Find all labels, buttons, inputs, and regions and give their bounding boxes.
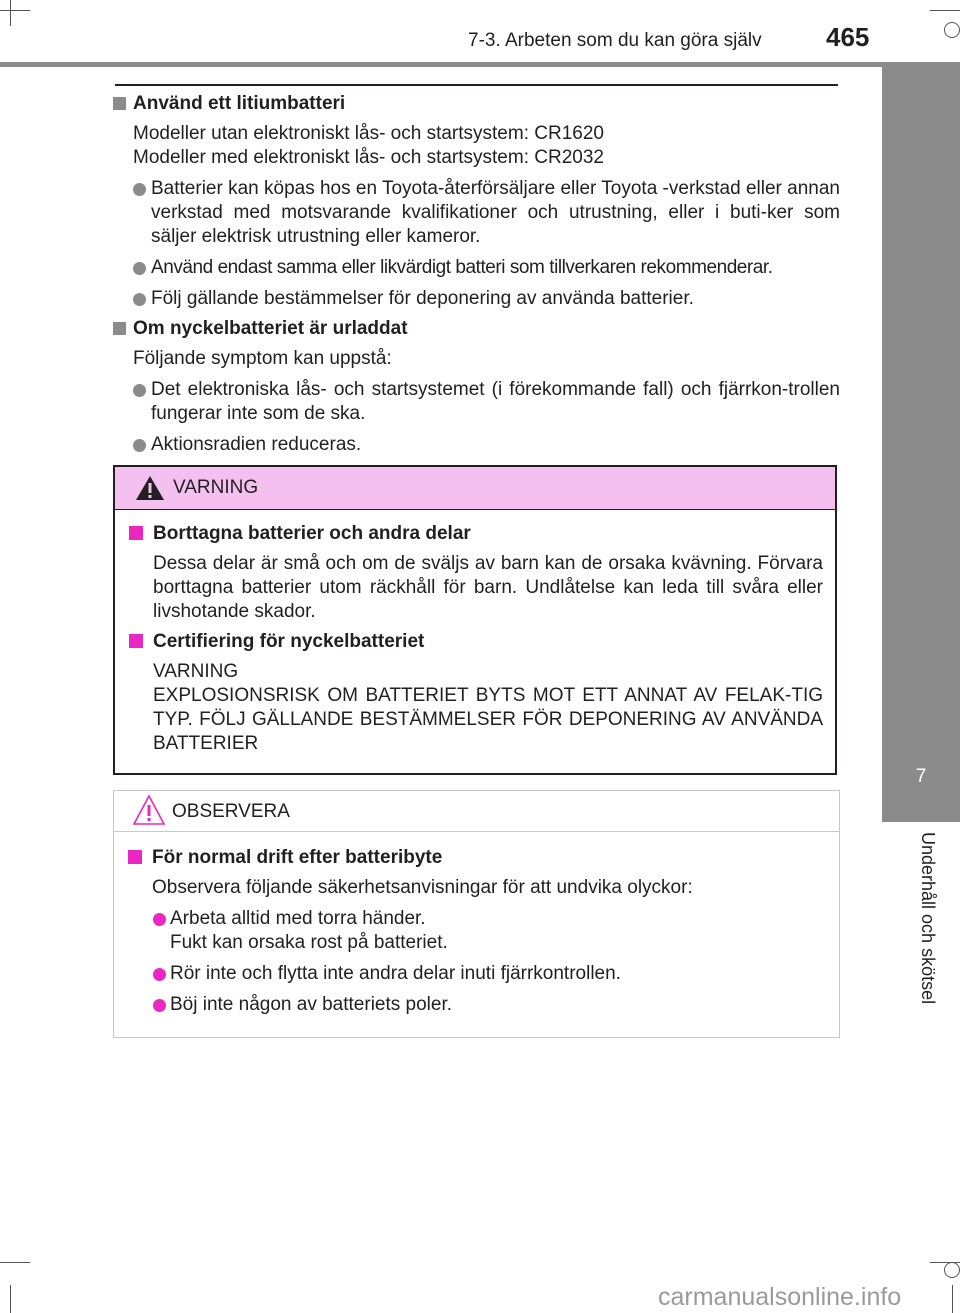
- round-bullet-icon: [153, 968, 166, 981]
- round-bullet-icon: [133, 293, 146, 306]
- round-bullet-icon: [133, 262, 146, 275]
- warning-item-heading: Certifiering för nyckelbatteriet: [127, 630, 823, 654]
- registration-mark: [944, 22, 960, 38]
- list-item: Batterier kan köpas hos en Toyota-återförsäljare eller Toyota -verkstad eller annan verkstad med motsvarande kvalifikationer och utrustning, eller i buti-ker som säljer elektrisk utrustning eller kameror.: [113, 177, 840, 249]
- paragraph: Följande symptom kan uppstå:: [133, 348, 392, 369]
- square-bullet-icon: [129, 526, 143, 540]
- round-bullet-icon: [133, 439, 146, 452]
- registration-mark: [944, 1262, 960, 1278]
- square-bullet-icon: [129, 634, 143, 648]
- model-line: Modeller med elektroniskt lås- och startsystem: CR2032: [133, 147, 604, 168]
- chapter-label: Underhåll och skötsel: [918, 832, 938, 1005]
- warning-triangle-icon: [135, 475, 165, 501]
- square-bullet-icon: [113, 322, 126, 335]
- section-rule: [115, 84, 838, 86]
- notice-heading: För normal drift efter batteribyte: [126, 846, 827, 870]
- square-bullet-icon: [113, 97, 126, 110]
- header-band: [0, 62, 960, 67]
- round-bullet-icon: [133, 183, 146, 196]
- round-bullet-icon: [153, 913, 166, 926]
- list-item: Rör inte och flytta inte andra delar inuti fjärrkontrollen.: [126, 962, 827, 986]
- notice-box: [113, 790, 840, 1038]
- section-title: 7-3. Arbeten som du kan göra själv: [468, 30, 762, 51]
- chapter-tab: [882, 67, 960, 822]
- warning-item-text: EXPLOSIONSRISK OM BATTERIET BYTS MOT ETT ANNAT AV FELAK-TIG TYP. FÖLJ GÄLLANDE BESTÄMMELSER FÖR DEPONERING AV ANVÄNDA BATTERIER: [153, 685, 823, 754]
- list-item: Böj inte någon av batteriets poler.: [126, 993, 827, 1017]
- notice-body: [114, 832, 839, 1017]
- round-bullet-icon: [133, 384, 146, 397]
- square-bullet-icon: [128, 850, 142, 864]
- warning-box: [113, 465, 837, 775]
- crop-mark: [952, 1285, 953, 1313]
- warning-item-text: Dessa delar är små och om de sväljs av barn kan de orsaka kvävning. Förvara borttagna batterier utom räckhåll för barn. Undlåtelse kan leda till svåra eller livshotande skador.: [153, 553, 823, 622]
- list-item: Följ gällande bestämmelser för deponering av använda batterier.: [113, 287, 840, 311]
- section-heading: Använd ett litiumbatteri: [113, 92, 840, 116]
- warning-item-text: VARNING: [153, 661, 239, 682]
- crop-mark: [0, 1262, 30, 1263]
- warning-header: [115, 467, 835, 510]
- section-heading: Om nyckelbatteriet är urladdat: [113, 317, 840, 341]
- caution-triangle-icon: [132, 794, 166, 826]
- crop-mark: [10, 0, 11, 26]
- round-bullet-icon: [153, 999, 166, 1012]
- list-item: Använd endast samma eller likvärdigt batteri som tillverkaren rekommenderar.: [113, 256, 840, 280]
- crop-mark: [10, 1285, 11, 1313]
- page-number: 465: [826, 22, 870, 52]
- model-line: Modeller utan elektroniskt lås- och startsystem: CR1620: [133, 123, 604, 144]
- main-content: [113, 92, 840, 457]
- notice-header: [114, 791, 839, 832]
- warning-body: [115, 510, 835, 756]
- warning-label: VARNING: [173, 477, 259, 498]
- chapter-number: 7: [915, 766, 927, 787]
- notice-label: OBSERVERA: [172, 801, 290, 822]
- watermark: carmanualsonline.info: [658, 1283, 902, 1311]
- list-item: Det elektroniska lås- och startsystemet (i förekommande fall) och fjärrkon-trollen fungerar inte som de ska.: [113, 378, 840, 426]
- list-item: Aktionsradien reduceras.: [113, 433, 840, 457]
- warning-item-heading: Borttagna batterier och andra delar: [127, 522, 823, 546]
- notice-intro: Observera följande säkerhetsanvisningar för att undvika olyckor:: [152, 877, 693, 898]
- crop-mark: [0, 10, 30, 11]
- crop-mark: [930, 10, 960, 11]
- list-item: Arbeta alltid med torra händer. Fukt kan orsaka rost på batteriet.: [126, 907, 827, 955]
